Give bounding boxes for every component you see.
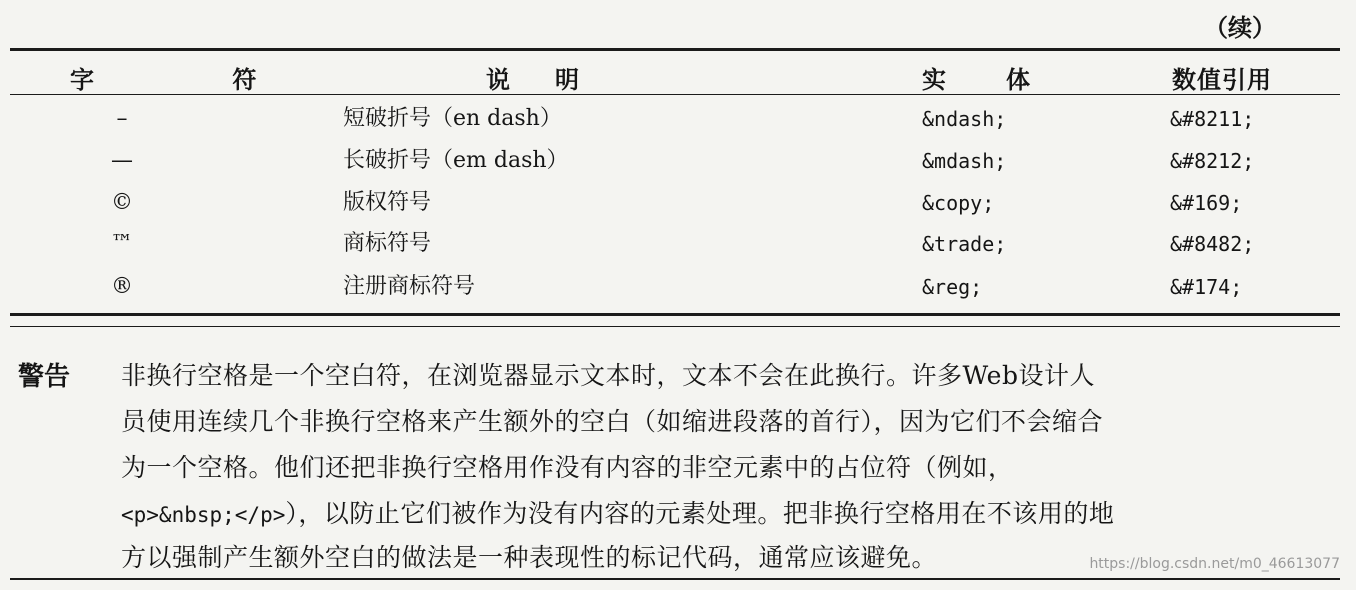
warning-line-4-text: ），以防止它们被作为没有内容的元素处理。把非换行空格用在不该用的地	[285, 499, 1115, 528]
cell-char: ™	[111, 231, 133, 256]
warning-line-4	[121, 494, 1114, 530]
cell-char: —	[111, 148, 133, 173]
cell-numeric: &#8211;	[1170, 107, 1255, 131]
warning-label: 警告	[18, 362, 71, 392]
cell-entity: &copy;	[922, 191, 995, 215]
continued-label: （续）	[1204, 13, 1276, 42]
table-row	[0, 229, 1356, 269]
cell-numeric: &#8212;	[1170, 149, 1255, 173]
cell-entity: &mdash;	[922, 149, 1007, 173]
cell-char: ®	[111, 274, 133, 299]
table-row	[0, 146, 1356, 186]
table-header-rule	[10, 94, 1340, 95]
header-char: 字 符	[70, 65, 302, 94]
cell-char: ©	[111, 190, 133, 215]
cell-numeric: &#174;	[1170, 275, 1243, 299]
header-entity: 实体	[922, 65, 1090, 94]
warning-top-rule	[10, 326, 1340, 327]
table-row	[0, 188, 1356, 228]
warning-line-3: 为一个空格。他们还把非换行空格用作没有内容的非空元素中的占位符（例如，	[121, 453, 1014, 482]
table-row	[0, 104, 1356, 144]
warning-line-1: 非换行空格是一个空白符，在浏览器显示文本时，文本不会在此换行。许多Web设计人	[121, 361, 1095, 390]
code-snippet: <p>&nbsp;</p>	[121, 503, 286, 527]
watermark: https://blog.csdn.net/m0_46613077	[1089, 556, 1340, 572]
cell-description: 版权符号	[343, 190, 432, 215]
warning-line-5: 方以强制产生额外空白的做法是一种表现性的标记代码，通常应该避免。	[121, 543, 938, 572]
cell-numeric: &#169;	[1170, 191, 1243, 215]
cell-description: 注册商标符号	[343, 274, 476, 299]
header-numeric-reference: 数值引用	[1172, 65, 1272, 94]
cell-description: 商标符号	[343, 231, 432, 256]
header-description: 说明	[486, 65, 624, 94]
cell-numeric: &#8482;	[1170, 232, 1255, 256]
table-top-rule	[10, 48, 1340, 51]
cell-char: –	[116, 106, 128, 131]
cell-description: 短破折号（en dash）	[343, 106, 562, 131]
warning-line-2: 员使用连续几个非换行空格来产生额外的空白（如缩进段落的首行），因为它们不会缩合	[121, 407, 1104, 436]
cell-description: 长破折号（em dash）	[343, 148, 569, 173]
cell-entity: &reg;	[922, 275, 983, 299]
cell-entity: &trade;	[922, 232, 1007, 256]
table-row	[0, 272, 1356, 312]
table-bottom-rule	[10, 313, 1340, 316]
cell-entity: &ndash;	[922, 107, 1007, 131]
warning-bottom-rule	[10, 578, 1340, 580]
